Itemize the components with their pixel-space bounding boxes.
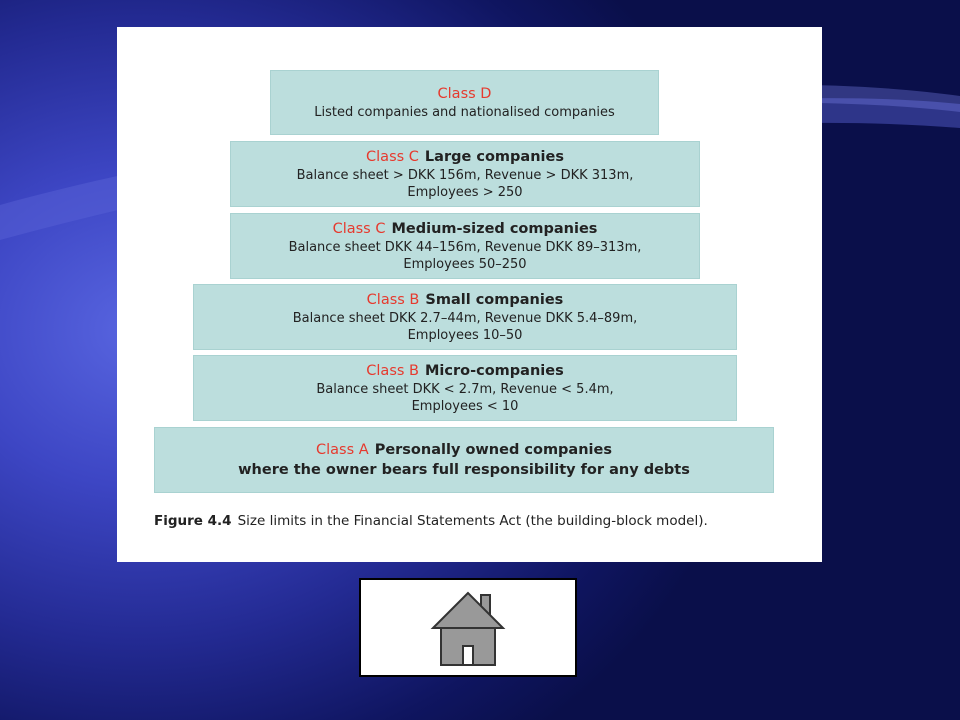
- block-class-c-medium-title: Medium-sized companies: [391, 220, 598, 237]
- block-class-d: [270, 70, 659, 135]
- block-class-c-large-line-1: Balance sheet > DKK 156m, Revenue > DKK 313m,: [296, 167, 634, 183]
- block-class-a-line-1: where the owner bears full responsibility for any debts: [238, 461, 690, 478]
- block-class-b-small-heading: [367, 291, 564, 310]
- block-class-a-label: Class A: [316, 441, 369, 458]
- block-class-a: [154, 427, 774, 493]
- block-class-c-large-label: Class C: [366, 148, 419, 165]
- block-class-c-medium-label: Class C: [332, 220, 386, 237]
- block-class-b-small-title: Small companies: [425, 291, 564, 308]
- block-class-b-micro-line-1: Balance sheet DKK < 2.7m, Revenue < 5.4m,: [316, 381, 614, 397]
- figure-caption-text: Size limits in the Financial Statements Act (the building-block model).: [237, 513, 708, 529]
- block-class-b-micro: [193, 355, 737, 421]
- block-class-b-micro-heading: [366, 362, 563, 381]
- block-class-d-label: Class D: [437, 85, 492, 102]
- block-class-d-line-1: Listed companies and nationalised companies: [314, 104, 615, 120]
- block-class-c-large-heading: [366, 148, 564, 167]
- figure-caption: [154, 513, 708, 529]
- block-class-c-medium-line-1: Balance sheet DKK 44–156m, Revenue DKK 89–313m,: [288, 239, 642, 255]
- block-class-c-medium-heading: [333, 220, 598, 239]
- block-class-c-large-line-2: Employees > 250: [407, 184, 523, 200]
- block-class-b-small-line-2: Employees 10–50: [407, 327, 523, 343]
- block-class-c-large-title: Large companies: [424, 148, 564, 165]
- block-class-c-medium: [230, 213, 700, 279]
- block-class-b-small: [193, 284, 737, 350]
- block-class-c-large: [230, 141, 700, 207]
- home-icon: [428, 588, 508, 668]
- building-block-figure: [117, 27, 822, 562]
- block-class-a-title: Personally owned companies: [374, 441, 612, 458]
- figure-caption-number: Figure 4.4: [154, 513, 232, 529]
- block-class-b-micro-title: Micro-companies: [425, 362, 564, 379]
- block-class-b-micro-line-2: Employees < 10: [411, 398, 519, 414]
- block-class-b-small-label: Class B: [366, 291, 420, 308]
- home-button[interactable]: [359, 578, 577, 677]
- block-class-d-heading: [438, 85, 492, 104]
- block-class-a-heading: [316, 441, 612, 460]
- block-class-c-medium-line-2: Employees 50–250: [403, 256, 527, 272]
- block-class-b-micro-label: Class B: [366, 362, 419, 379]
- block-class-b-small-line-1: Balance sheet DKK 2.7–44m, Revenue DKK 5.4–89m,: [292, 310, 638, 326]
